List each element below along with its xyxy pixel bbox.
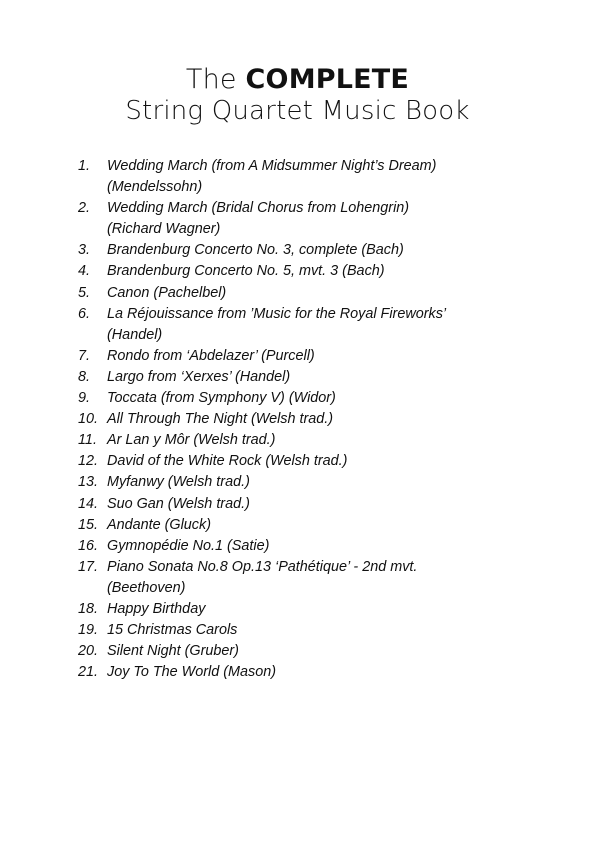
item-number: 12. [78,453,99,470]
list-item [78,536,538,557]
item-title-line: Silent Night (Gruber) [107,643,239,660]
page-title [0,64,595,126]
item-title [107,494,538,515]
item-title-line: 15 Christmas Carols [107,622,238,639]
item-title [107,620,538,641]
list-item [78,304,538,346]
list-item [78,515,538,536]
item-title-line: (Richard Wagner) [107,221,221,238]
list-item [78,557,538,599]
list-item [78,494,538,515]
item-number: 1. [78,158,91,174]
item-number: 21. [78,664,99,681]
item-number: 2. [78,200,91,217]
item-number: 6. [78,305,91,322]
item-number: 17. [78,558,99,575]
item-title-line: Piano Sonata No.8 Op.13 ‘Pathétique’ - 2nd mvt. [107,558,418,575]
item-number: 16. [78,537,99,554]
item-title-line: Happy Birthday [107,600,206,617]
list-item [78,283,538,304]
item-number: 19. [78,622,99,639]
item-title [107,367,538,388]
item-number: 8. [78,368,91,385]
list-item [78,599,538,620]
list-item [78,388,538,409]
item-title-line: Andante (Gluck) [107,516,211,533]
item-title-line: Wedding March (Bridal Chorus from Lohengrin) [107,200,410,217]
item-number: 4. [78,263,91,280]
list-item [78,472,538,493]
list-item [78,367,538,388]
item-number: 10. [78,411,99,428]
item-title [107,156,538,198]
list-item [78,346,538,367]
item-title-line: Joy To The World (Mason) [107,664,277,681]
item-title-line: Suo Gan (Welsh trad.) [107,495,250,512]
item-number: 18. [78,600,99,617]
list-item [78,641,538,662]
item-title-line: La Réjouissance from ’Music for the Royal Fireworks’ [107,305,447,322]
item-title [107,662,538,683]
item-title-line: (Mendelssohn) [107,179,203,196]
item-number: 3. [78,242,91,259]
item-title-line: Gymnopédie No.1 (Satie) [107,537,270,554]
item-title-line: David of the White Rock (Welsh trad.) [107,453,348,470]
item-title [107,472,538,493]
list-item [78,430,538,451]
title-line-2: String Quartet Music Book [125,96,470,126]
item-title [107,536,538,557]
item-title [107,388,538,409]
list-item [78,240,538,261]
item-title [107,641,538,662]
item-title [107,430,538,451]
item-number: 5. [78,284,91,301]
item-number: 11. [78,432,97,449]
item-title-line: Myfanwy (Welsh trad.) [107,474,250,491]
item-title-line: Brandenburg Concerto No. 3, complete (Bach) [107,242,404,259]
title-prefix: The [185,64,237,95]
item-title-line: (Beethoven) [107,579,186,596]
list-item [78,198,538,240]
list-item [78,620,538,641]
list-item [78,261,538,282]
item-title [107,261,538,282]
item-title-line: All Through The Night (Welsh trad.) [107,411,334,428]
item-title [107,515,538,536]
item-title-line: (Handel) [107,326,163,343]
title-line-1 [0,64,595,96]
item-title [107,304,538,346]
item-number: 7. [78,347,91,364]
item-title [107,599,538,620]
item-title-line: Toccata (from Symphony V) (Widor) [107,390,336,407]
item-number: 9. [78,390,91,407]
list-item [78,156,538,198]
list-item [78,409,538,430]
item-title [107,198,538,240]
item-number: 15. [78,516,99,533]
contents-list [78,156,538,683]
item-number: 20. [78,643,99,660]
item-title-line: Largo from ‘Xerxes’ (Handel) [107,368,291,385]
item-title [107,557,538,599]
item-number: 14. [78,495,99,512]
item-title [107,346,538,367]
item-title-line: Canon (Pachelbel) [107,284,227,301]
item-title-line: Ar Lan y Môr (Welsh trad.) [107,432,276,449]
item-title-line: Brandenburg Concerto No. 5, mvt. 3 (Bach) [107,263,385,280]
item-title [107,240,538,261]
item-title [107,409,538,430]
item-title [107,283,538,304]
list-item [78,451,538,472]
item-title-line: Rondo from ‘Abdelazer’ (Purcell) [107,347,315,364]
list-item [78,662,538,683]
title-emphasis: COMPLETE [245,64,410,95]
item-title [107,451,538,472]
item-number: 13. [78,474,99,491]
item-title-line: Wedding March (from A Midsummer Night’s Dream) [107,158,437,174]
